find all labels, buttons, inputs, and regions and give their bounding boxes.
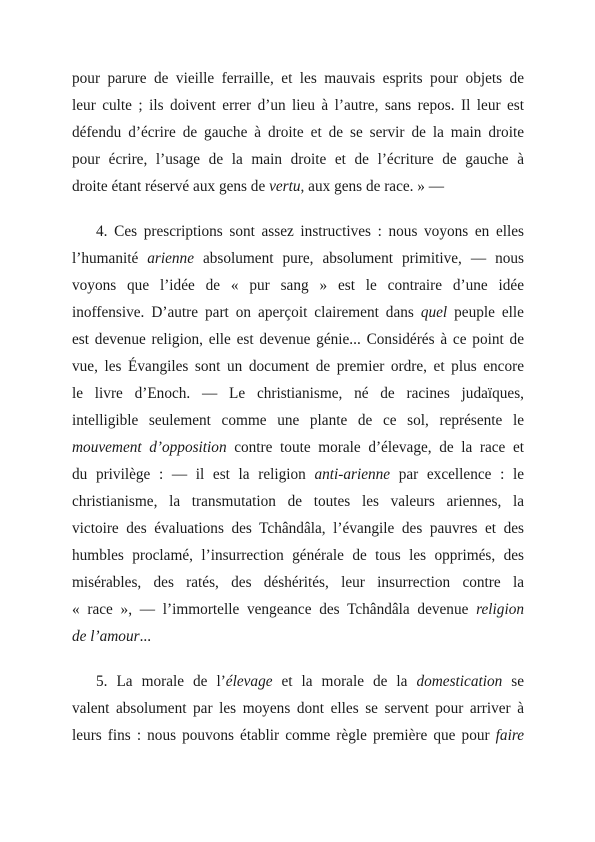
text-line <box>72 725 524 747</box>
text-line <box>72 518 524 540</box>
text-run: , aux gens de race. » — <box>300 178 445 195</box>
text-run: leurs fins : nous pouvons établir comme règle première que pour <box>72 727 496 744</box>
text-run: droite étant réservé aux gens de <box>72 178 270 195</box>
text-run: et la morale de la <box>272 673 417 690</box>
text-run: pour parure de vieille ferraille, et les mauvais esprits pour objets de <box>72 70 524 87</box>
text-run: christianisme, la transmutation de toutes les valeurs ariennes, la <box>72 493 524 510</box>
text-run: ... <box>139 628 152 645</box>
text-run: du privilège : — il est la religion <box>72 466 315 483</box>
text-run: « race », — l’immortelle vengeance des Tchândâla devenue <box>72 601 477 618</box>
text-run: pour écrire, l’usage de la main droite et de l’écriture de gauche à <box>72 151 524 168</box>
italic-run: domestication <box>416 673 503 690</box>
text-line <box>72 698 524 720</box>
text-run: défendu d’écrire de gauche à droite et de se servir de la main droite <box>72 124 524 141</box>
text-run: contre toute morale d’élevage, de la race et <box>226 439 524 456</box>
text-line <box>72 464 524 486</box>
italic-run: mouvement d’opposition <box>72 439 227 456</box>
text-line <box>72 248 524 270</box>
italic-run: élevage <box>225 673 273 690</box>
text-line <box>72 302 524 324</box>
text-run: absolument pure, absolument primitive, — nous <box>193 250 524 267</box>
text-run: humbles proclamé, l’insurrection générale de tous les opprimés, des <box>72 547 524 564</box>
italic-run: quel <box>420 304 448 321</box>
text-line <box>72 572 524 594</box>
text-line <box>96 221 524 243</box>
text-run: misérables, des ratés, des déshérités, leur insurrection contre la <box>72 574 524 591</box>
text-run: l’humanité <box>72 250 148 267</box>
text-line <box>72 626 524 648</box>
text-line <box>72 545 524 567</box>
text-run: victoire des évaluations des Tchândâla, l’évangile des pauvres et des <box>72 520 524 537</box>
italic-run: anti-arienne <box>314 466 391 483</box>
text-line <box>72 176 524 198</box>
text-run: vue, les Évangiles sont un document de premier ordre, et plus encore <box>72 358 524 375</box>
text-line <box>72 149 524 171</box>
text-line <box>72 356 524 378</box>
text-run: valent absolument par les moyens dont elles se servent pour arriver à <box>72 700 524 717</box>
text-run: par excellence : le <box>390 466 524 483</box>
text-run: inoffensive. D’autre part on aperçoit clairement dans <box>72 304 421 321</box>
text-line <box>72 68 524 90</box>
text-run: peuple elle <box>447 304 524 321</box>
italic-run: faire <box>495 727 524 744</box>
text-run: intelligible seulement comme une plante de ce sol, représente le <box>72 412 524 429</box>
text-line <box>72 95 524 117</box>
italic-run: arienne <box>147 250 194 267</box>
text-run: 4. Ces prescriptions sont assez instructives : nous voyons en elles <box>96 223 524 240</box>
text-line <box>72 437 524 459</box>
text-line <box>72 122 524 144</box>
text-line <box>96 671 524 693</box>
italic-run: de l’amour <box>72 628 140 645</box>
text-line <box>72 329 524 351</box>
text-run: voyons que l’idée de « pur sang » est le contraire d’une idée <box>72 277 524 294</box>
text-run: leur culte ; ils doivent errer d’un lieu à l’autre, sans repos. Il leur est <box>72 97 524 114</box>
italic-run: vertu <box>269 178 301 195</box>
text-run: le livre d’Enoch. — Le christianisme, né de racines judaïques, <box>72 385 524 402</box>
text-line <box>72 275 524 297</box>
text-line <box>72 383 524 405</box>
italic-run: religion <box>476 601 524 618</box>
text-run: se <box>502 673 524 690</box>
text-line <box>72 410 524 432</box>
text-run: est devenue religion, elle est devenue génie... Considérés à ce point de <box>72 331 524 348</box>
text-line <box>72 491 524 513</box>
text-run: 5. La morale de l’ <box>96 673 226 690</box>
text-line <box>72 599 524 621</box>
